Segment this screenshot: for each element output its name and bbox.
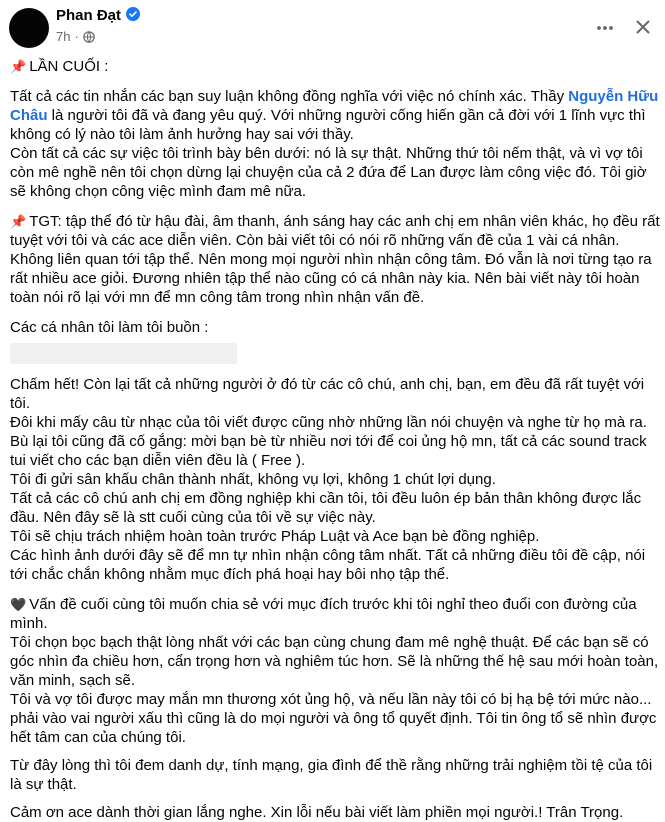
close-icon[interactable] [633, 17, 653, 37]
paragraph-tgt: 📌 TGT: tập thể đó từ hậu đài, âm thanh, ánh sáng hay các anh chị em nhân viên khác, họ đều rất tuyệt với tôi và các ace diễn viên. Còn bài viết tôi có nói rõ những vấn đề của 1 vài cá nhân. Không liên quan tới tập thể. Nên mong mọi người nhìn nhận công tâm. Đó vẫn là nơi từng tạo ra rất nhiều ace giỏi. Đương nhiên tập thể nào cũng có cá nhân này kia. Nên bài viết này tôi hoàn toàn nói rõ lại với mn để mn công tâm trong nhìn nhận vấn đề. [10, 213, 660, 306]
post-header [0, 0, 665, 56]
verified-badge-icon [126, 7, 140, 21]
post-time[interactable]: 7h [56, 29, 71, 44]
author-row [56, 7, 140, 24]
author-name[interactable]: Phan Đạt [56, 7, 122, 24]
line-the-end: Chấm hết! Còn lại tất cả những người ở đó từ các cô chú, anh chị, bạn, em đều đã rất tuyệt với tôi. [10, 376, 645, 412]
pushpin-icon: 📌 [10, 214, 27, 229]
avatar[interactable] [9, 8, 49, 48]
paragraph-individuals: Các cá nhân tôi làm tôi buồn : [10, 319, 209, 336]
globe-icon [83, 31, 95, 43]
line-images: Các hình ảnh dưới đây sẽ để mn tự nhìn nhận công tâm nhất. Tất cả những điều tôi đề cập, nói tới chắc chắn không nhằm mục đích phá hoại hay bôi nhọ tập thể. [10, 547, 646, 583]
line-final-issue: 🖤 Vấn đề cuối cùng tôi muốn chia sẻ với mục đích trước khi tôi nghỉ theo đuổi con đường của mình. [10, 596, 637, 632]
paragraph-truth: Còn tất cả các sự việc tôi trình bày bên dưới: nó là sự thật. Những thứ tôi nếm thật, và vì vợ tôi còn mê nghề nên tôi chọn dừng lại chuyện của cả 2 đứa để Lan được làm công việc đó. Tôi giờ sẽ không chọn công việc mình đam mê nữa. [10, 145, 647, 200]
mention-link[interactable]: Nguyễn Hữu Châu [10, 88, 659, 124]
line-wife: Tôi và vợ tôi được may mắn mn thương xót ủng hộ, và nếu lần này tôi có bị hạ bệ tới mức nào... phải vào vai người xấu thì cũng là do mọi người và ông tổ quyết định. Tôi tin ông tổ sẽ nhìn được hết tâm can của chúng tôi. [10, 691, 657, 746]
paragraph-oath: Từ đây lòng thì tôi đem danh dự, tính mạng, gia đình để thề rằng những trải nghiệm tồi tệ của tôi là sự thật. [10, 757, 653, 793]
line-dedication: Tôi đi gửi sân khấu chân thành nhất, không vụ lợi, không 1 chút lợi dụng. [10, 471, 496, 488]
more-options-icon[interactable] [595, 18, 615, 38]
paragraph-messages: Tất cả các tin nhắn các bạn suy luận không đồng nghĩa với việc nó chính xác. Thầy Nguyễn Hữu Châu là người tôi đã và đang yêu quý. Với những người cống hiến gần cả đời với 1 lĩnh vực thì không có lý nào tôi làm ảnh hưởng hay sai với thầy. [10, 88, 659, 143]
paragraph-last-time: 📌 LẦN CUỐI : [10, 58, 109, 75]
post-body [10, 57, 660, 822]
paragraph-thanks: Cảm ơn ace dành thời gian lắng nghe. Xin lỗi nếu bài viết làm phiền mọi người.! Trân Trọng. [10, 804, 624, 821]
line-honest: Tôi chọn bọc bạch thật lòng nhất với các bạn cùng chung đam mê nghệ thuật. Để các bạn sẽ có góc nhìn đa chiều hơn, cẩn trọng hơn và nghiêm túc hơn. Sẽ là những thế hệ sau mới hoàn toàn, văn minh, sạch sẽ. [10, 634, 659, 689]
line-responsibility: Tôi sẽ chịu trách nhiệm hoàn toàn trước Pháp Luật và Ace bạn bè đồng nghiệp. [10, 528, 540, 545]
pushpin-icon: 📌 [10, 59, 27, 74]
meta-separator: · [74, 29, 79, 44]
black-heart-icon: 🖤 [10, 597, 27, 612]
line-colleagues: Tất cả các cô chú anh chị em đồng nghiệp khi cần tôi, tôi đều luôn ép bản thân không được lắc đầu. Nên đây sẽ là stt cuối cùng của tôi về sự việc này. [10, 490, 642, 526]
post-meta [56, 29, 95, 44]
line-lyrics: Đôi khi mấy câu từ nhạc của tôi viết được cũng nhờ những lần nói chuyện và nghe từ họ mà ra. [10, 414, 647, 431]
redacted-block [10, 343, 237, 364]
line-support: Bù lại tôi cũng đã cố gắng: mời bạn bè từ nhiều nơi tới để coi ủng hộ mn, tất cả các sound track tui viết cho các bạn diễn viên đều là ( Free ). [10, 433, 647, 469]
